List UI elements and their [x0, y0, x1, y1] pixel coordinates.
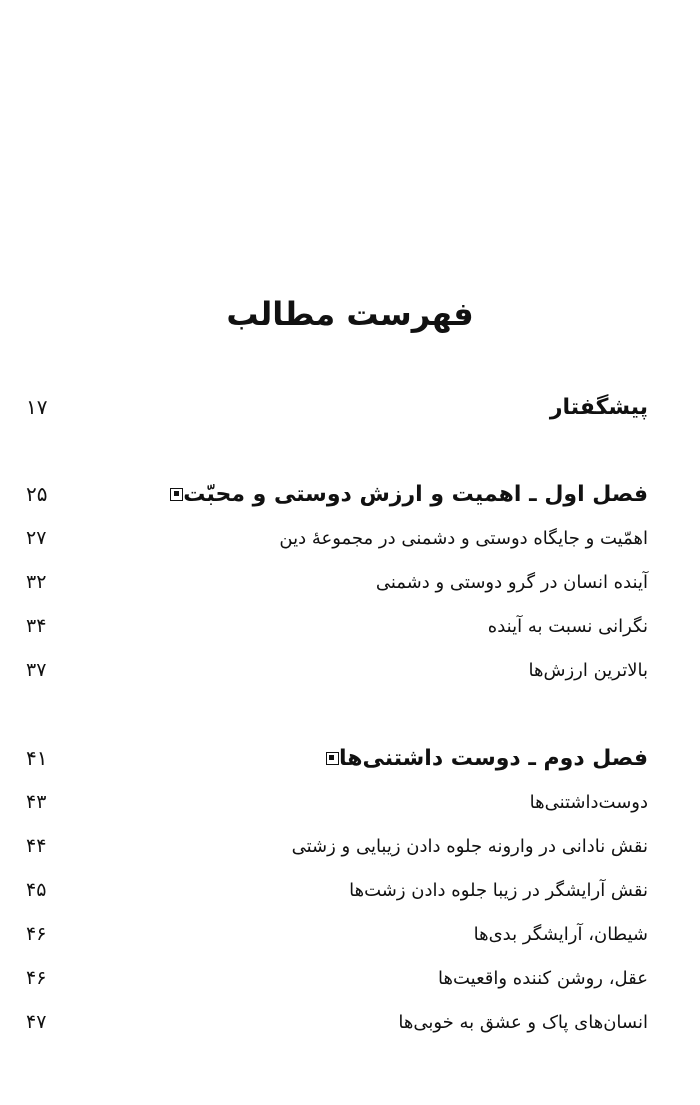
toc-chapter-1 — [26, 478, 648, 510]
toc-entry-title: اهمّیت و جایگاه دوستی و دشمنی در مجموعهٔ دین — [279, 527, 648, 549]
toc-entry — [26, 610, 648, 642]
toc-entry-title: شیطان، آرایشگر بدی‌ها — [473, 923, 648, 945]
square-bullet-icon — [170, 488, 183, 501]
toc-entry — [26, 918, 648, 950]
toc-entry-title: فصل دوم ـ دوست داشتنی‌ها — [338, 745, 648, 771]
toc-entry — [26, 1006, 648, 1038]
toc-entry-page: ۲۵ — [26, 482, 48, 506]
toc-entry — [26, 830, 648, 862]
toc-entry-title: فصل اول ـ اهمیت و ارزش دوستی و محبّت — [183, 481, 648, 507]
toc-entry-page: ۴۶ — [26, 923, 47, 945]
toc-entry-page: ۴۱ — [26, 746, 48, 770]
toc-entry — [26, 654, 648, 686]
toc-entry-title: انسان‌های پاک و عشق به خوبی‌ها — [398, 1011, 648, 1033]
page-title: فهرست مطالب — [226, 295, 474, 333]
toc-entry-page: ۳۲ — [26, 571, 47, 593]
toc-entry-page: ۴۳ — [26, 791, 47, 813]
toc-entry-title: پیشگفتار — [549, 394, 648, 420]
toc-entry-title: نقش نادانی در وارونه جلوه دادن زیبایی و زشتی — [291, 835, 648, 857]
toc-entry-preface — [26, 391, 648, 423]
square-bullet-icon — [326, 752, 339, 765]
toc-entry-page: ۳۴ — [26, 615, 47, 637]
toc-entry-page: ۳۷ — [26, 659, 47, 681]
toc-entry-page: ۴۶ — [26, 967, 47, 989]
toc-entry-page: ۱۷ — [26, 395, 48, 419]
toc-entry-page: ۴۴ — [26, 835, 47, 857]
toc-entry — [26, 874, 648, 906]
toc-entry-title: دوست‌داشتنی‌ها — [529, 791, 648, 813]
toc-entry-title: نگرانی نسبت به آینده — [487, 615, 648, 637]
toc-entry — [26, 566, 648, 598]
toc-entry — [26, 522, 648, 554]
toc-entry-title: آینده انسان در گرو دوستی و دشمنی — [375, 571, 648, 593]
toc-entry — [26, 786, 648, 818]
toc-entry-title: بالاترین ارزش‌ها — [528, 659, 648, 681]
toc-entry-page: ۴۵ — [26, 879, 47, 901]
toc-chapter-2 — [26, 742, 648, 774]
toc-entry — [26, 962, 648, 994]
toc-entry-page: ۲۷ — [26, 527, 47, 549]
toc-entry-title: نقش آرایشگر در زیبا جلوه دادن زشت‌ها — [349, 879, 648, 901]
toc-entry-title: عقل، روشن کننده واقعیت‌ها — [438, 967, 648, 989]
toc-entry-page: ۴۷ — [26, 1011, 47, 1033]
